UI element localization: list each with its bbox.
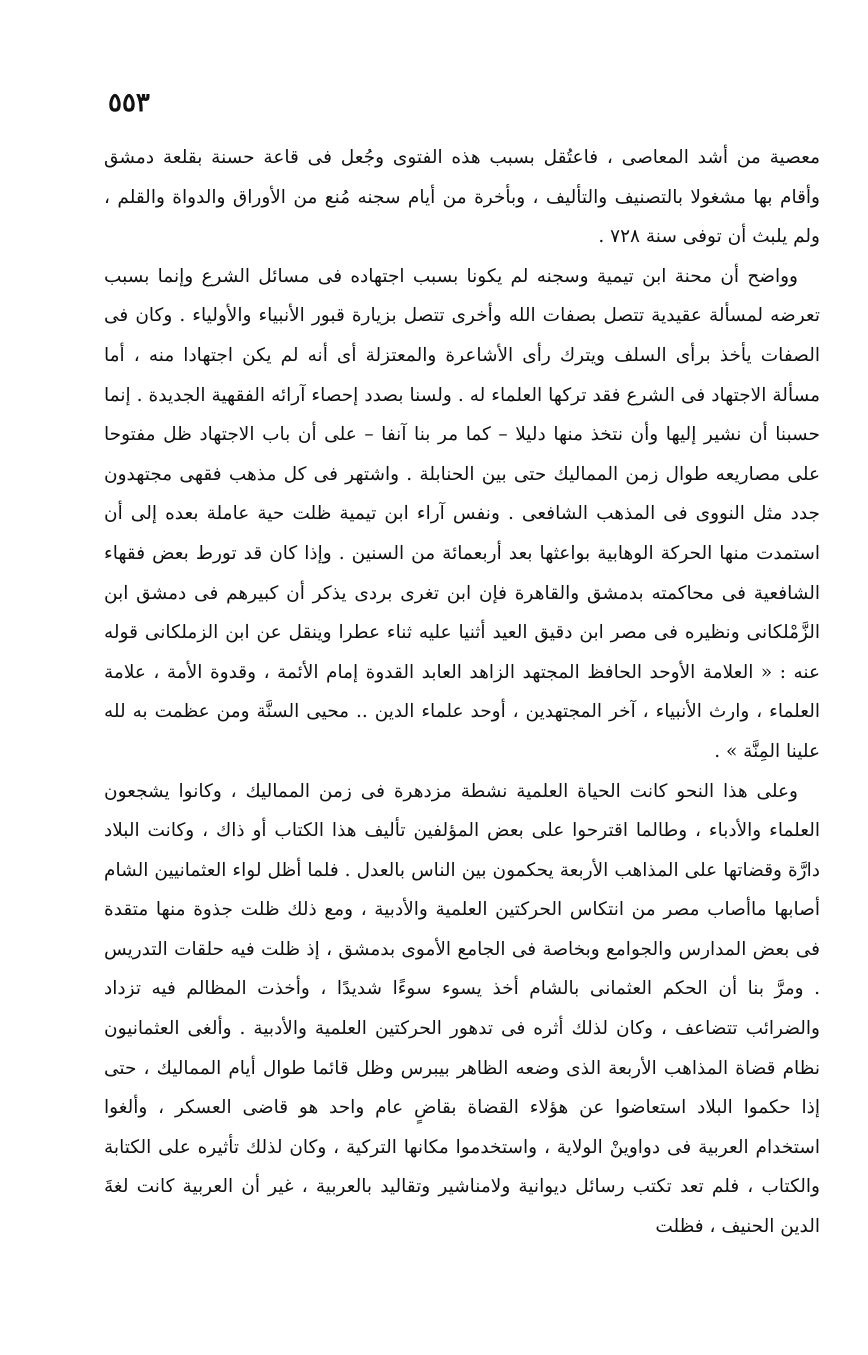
- paragraph-1: معصية من أشد المعاصى ، فاعتُقل بسبب هذه الفتوى وجُعل فى قاعة حسنة بقلعة دمشق وأقام بها مشغولا بالتصنيف والتأليف ، وبأخرة من أيام سجنه مُنع من الأوراق والدواة والقلم ، ولم يلبث أن توفى سنة ٧٢٨ .: [104, 147, 820, 248]
- page-number: ٥٥٣: [108, 88, 150, 118]
- paragraph-2: وواضح أن محنة ابن تيمية وسجنه لم يكونا بسبب اجتهاده فى مسائل الشرع وإنما بسبب تعرضه لمسألة عقيدية تتصل بصفات الله وأخرى تتصل بزيارة قبور الأنبياء والأولياء . وكان فى الصفات يأخذ برأى السلف ويترك رأى الأشاعرة والمعتزلة أى أنه لم يكن اجتهادا منه ، أما مسألة الاجتهاد فى الشرع فقد تركها العلماء له . ولسنا بصدد إحصاء آرائه الفقهية الجديدة . إنما حسبنا أن نشير إليها وأن نتخذ منها دليلا – كما مر بنا آنفا – على أن باب الاجتهاد ظل مفتوحا على مصاريعه طوال زمن المماليك حتى بين الحنابلة . واشتهر فى كل مذهب فقهى مجتهدون جدد مثل النووى فى المذهب الشافعى . ونفس آراء ابن تيمية ظلت حية عاملة بعده إلى أن استمدت منها الحركة الوهابية بواعثها بعد أربعمائة من السنين . وإذا كان قد تورط بعض فقهاء الشافعية فى محاكمته بدمشق والقاهرة فإن ابن تغرى بردى يذكر أن كبيرهم فى دمشق ابن الزَّمْلكانى ونظيره فى مصر ابن دقيق العيد أثنيا عليه ثناء عطرا وينقل عن ابن الزملكانى قوله عنه : « العلامة الأوحد الحافظ المجتهد الزاهد العابد القدوة إمام الأئمة ، وقدوة الأمة ، علامة العلماء ، وارث الأنبياء ، آخر المجتهدين ، أوحد علماء الدين .. محيى السنَّة ومن عظمت به لله علينا المِنَّة » .: [104, 265, 820, 762]
- paragraph-3: وعلى هذا النحو كانت الحياة العلمية نشطة مزدهرة فى زمن المماليك ، وكانوا يشجعون العلماء والأدباء ، وطالما اقترحوا على بعض المؤلفين تأليف هذا الكتاب أو ذاك ، وكانت البلاد دارَّة وقضاتها على المذاهب الأربعة يحكمون بين الناس بالعدل . فلما أظل لواء العثمانيين الشام أصابها ماأصاب مصر من انتكاس الحركتين العلمية والأدبية ، ومع ذلك ظلت جذوة منها متقدة فى بعض المدارس والجوامع وبخاصة فى الجامع الأموى بدمشق ، إذ ظلت فيه حلقات التدريس . ومرَّ بنا أن الحكم العثمانى بالشام أخذ يسوء سوءًا شديدًا ، وأخذت المظالم فيه تزداد والضرائب تتضاعف ، وكان لذلك أثره فى تدهور الحركتين العلمية والأدبية . وألغى العثمانيون نظام قضاة المذاهب الأربعة الذى وضعه الظاهر بيبرس وظل قائما طوال أيام المماليك ، حتى إذا حكموا البلاد استعاضوا عن هؤلاء القضاة بقاضٍ عام واحد هو قاضى العسكر ، وألغوا استخدام العربية فى دواوينْ الولاية ، واستخدموا مكانها التركية ، وكان لذلك تأثيره على الكتابة والكتاب ، فلم تعد تكتب رسائل ديوانية ولامناشير وتقاليد بالعربية ، غير أن العربية كانت لغةَ الدين الحنيف ، فظلت: [104, 780, 820, 1238]
- body-text: [104, 138, 820, 1247]
